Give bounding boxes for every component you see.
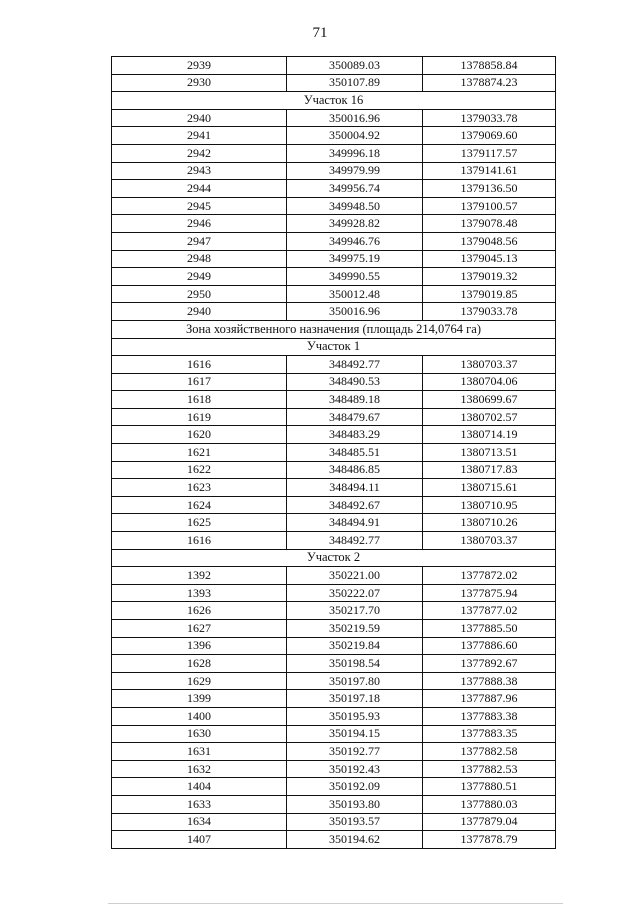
section-label: Участок 2 <box>112 549 556 567</box>
y-coordinate-cell: 1377875.94 <box>423 584 556 602</box>
table-row <box>112 760 556 778</box>
table-row <box>112 743 556 761</box>
point-number-cell: 2940 <box>112 303 287 321</box>
x-coordinate-cell: 348494.91 <box>287 514 423 532</box>
y-coordinate-cell: 1380714.19 <box>423 426 556 444</box>
point-number-cell: 1392 <box>112 567 287 585</box>
table-row <box>112 690 556 708</box>
y-coordinate-cell: 1377886.60 <box>423 637 556 655</box>
y-coordinate-cell: 1377887.96 <box>423 690 556 708</box>
y-coordinate-cell: 1377879.04 <box>423 813 556 831</box>
section-label: Участок 1 <box>112 338 556 356</box>
point-number-cell: 1396 <box>112 637 287 655</box>
point-number-cell: 2945 <box>112 197 287 215</box>
table-row <box>112 162 556 180</box>
point-number-cell: 2940 <box>112 109 287 127</box>
point-number-cell: 1625 <box>112 514 287 532</box>
x-coordinate-cell: 350217.70 <box>287 602 423 620</box>
x-coordinate-cell: 349990.55 <box>287 268 423 286</box>
table-row <box>112 813 556 831</box>
table-row <box>112 426 556 444</box>
y-coordinate-cell: 1379069.60 <box>423 127 556 145</box>
point-number-cell: 2941 <box>112 127 287 145</box>
x-coordinate-cell: 350004.92 <box>287 127 423 145</box>
table-row <box>112 778 556 796</box>
y-coordinate-cell: 1380710.95 <box>423 496 556 514</box>
x-coordinate-cell: 348483.29 <box>287 426 423 444</box>
table-row <box>112 532 556 550</box>
point-number-cell: 1631 <box>112 743 287 761</box>
y-coordinate-cell: 1377883.38 <box>423 707 556 725</box>
table-row <box>112 795 556 813</box>
x-coordinate-cell: 350107.89 <box>287 74 423 92</box>
point-number-cell: 1623 <box>112 479 287 497</box>
section-header-row <box>112 320 556 338</box>
y-coordinate-cell: 1378874.23 <box>423 74 556 92</box>
x-coordinate-cell: 348479.67 <box>287 408 423 426</box>
point-number-cell: 1407 <box>112 831 287 849</box>
y-coordinate-cell: 1379033.78 <box>423 109 556 127</box>
table-row <box>112 655 556 673</box>
x-coordinate-cell: 350197.18 <box>287 690 423 708</box>
y-coordinate-cell: 1379019.85 <box>423 285 556 303</box>
table-row <box>112 725 556 743</box>
table-row <box>112 74 556 92</box>
x-coordinate-cell: 350012.48 <box>287 285 423 303</box>
point-number-cell: 1630 <box>112 725 287 743</box>
y-coordinate-cell: 1379045.13 <box>423 250 556 268</box>
x-coordinate-cell: 350197.80 <box>287 672 423 690</box>
table-row <box>112 672 556 690</box>
y-coordinate-cell: 1380710.26 <box>423 514 556 532</box>
table-row <box>112 285 556 303</box>
table-row <box>112 356 556 374</box>
table-row <box>112 444 556 462</box>
x-coordinate-cell: 350222.07 <box>287 584 423 602</box>
point-number-cell: 1632 <box>112 760 287 778</box>
x-coordinate-cell: 350016.96 <box>287 109 423 127</box>
table-row <box>112 408 556 426</box>
x-coordinate-cell: 350192.43 <box>287 760 423 778</box>
section-header-row <box>112 92 556 110</box>
point-number-cell: 1624 <box>112 496 287 514</box>
y-coordinate-cell: 1379048.56 <box>423 232 556 250</box>
y-coordinate-cell: 1380703.37 <box>423 356 556 374</box>
y-coordinate-cell: 1380704.06 <box>423 373 556 391</box>
table-row <box>112 250 556 268</box>
x-coordinate-cell: 349928.82 <box>287 215 423 233</box>
x-coordinate-cell: 348492.77 <box>287 532 423 550</box>
y-coordinate-cell: 1380715.61 <box>423 479 556 497</box>
point-number-cell: 2942 <box>112 144 287 162</box>
y-coordinate-cell: 1377878.79 <box>423 831 556 849</box>
x-coordinate-cell: 350194.62 <box>287 831 423 849</box>
point-number-cell: 1634 <box>112 813 287 831</box>
y-coordinate-cell: 1377882.58 <box>423 743 556 761</box>
point-number-cell: 1393 <box>112 584 287 602</box>
page-number: 71 <box>312 25 328 41</box>
point-number-cell: 1628 <box>112 655 287 673</box>
section-header-row <box>112 338 556 356</box>
section-label: Зона хозяйственного назначения (площадь 214,0764 га) <box>112 320 556 338</box>
table-row <box>112 637 556 655</box>
y-coordinate-cell: 1380717.83 <box>423 461 556 479</box>
x-coordinate-cell: 350016.96 <box>287 303 423 321</box>
y-coordinate-cell: 1379117.57 <box>423 144 556 162</box>
x-coordinate-cell: 349948.50 <box>287 197 423 215</box>
y-coordinate-cell: 1377877.02 <box>423 602 556 620</box>
y-coordinate-cell: 1379141.61 <box>423 162 556 180</box>
y-coordinate-cell: 1380702.57 <box>423 408 556 426</box>
x-coordinate-cell: 350221.00 <box>287 567 423 585</box>
table-row <box>112 268 556 286</box>
bottom-divider <box>108 903 563 904</box>
x-coordinate-cell: 350192.77 <box>287 743 423 761</box>
y-coordinate-cell: 1377885.50 <box>423 620 556 638</box>
y-coordinate-cell: 1379100.57 <box>423 197 556 215</box>
table-row <box>112 567 556 585</box>
point-number-cell: 1404 <box>112 778 287 796</box>
x-coordinate-cell: 349975.19 <box>287 250 423 268</box>
point-number-cell: 1618 <box>112 391 287 409</box>
table-row <box>112 620 556 638</box>
point-number-cell: 1622 <box>112 461 287 479</box>
table-row <box>112 109 556 127</box>
y-coordinate-cell: 1379019.32 <box>423 268 556 286</box>
y-coordinate-cell: 1379136.50 <box>423 180 556 198</box>
coordinates-table-body <box>112 57 556 849</box>
point-number-cell: 1633 <box>112 795 287 813</box>
table-row <box>112 514 556 532</box>
table-row <box>112 215 556 233</box>
x-coordinate-cell: 349979.99 <box>287 162 423 180</box>
y-coordinate-cell: 1377883.35 <box>423 725 556 743</box>
y-coordinate-cell: 1377888.38 <box>423 672 556 690</box>
x-coordinate-cell: 348485.51 <box>287 444 423 462</box>
point-number-cell: 1626 <box>112 602 287 620</box>
point-number-cell: 2950 <box>112 285 287 303</box>
point-number-cell: 1616 <box>112 356 287 374</box>
x-coordinate-cell: 350194.15 <box>287 725 423 743</box>
point-number-cell: 2946 <box>112 215 287 233</box>
x-coordinate-cell: 350219.84 <box>287 637 423 655</box>
section-header-row <box>112 549 556 567</box>
point-number-cell: 2948 <box>112 250 287 268</box>
x-coordinate-cell: 350193.57 <box>287 813 423 831</box>
table-row <box>112 391 556 409</box>
point-number-cell: 1617 <box>112 373 287 391</box>
y-coordinate-cell: 1377872.02 <box>423 567 556 585</box>
point-number-cell: 2944 <box>112 180 287 198</box>
y-coordinate-cell: 1380703.37 <box>423 532 556 550</box>
y-coordinate-cell: 1377880.03 <box>423 795 556 813</box>
x-coordinate-cell: 350089.03 <box>287 57 423 75</box>
point-number-cell: 1399 <box>112 690 287 708</box>
table-row <box>112 461 556 479</box>
table-row <box>112 144 556 162</box>
x-coordinate-cell: 350192.09 <box>287 778 423 796</box>
x-coordinate-cell: 350219.59 <box>287 620 423 638</box>
y-coordinate-cell: 1377882.53 <box>423 760 556 778</box>
point-number-cell: 2943 <box>112 162 287 180</box>
x-coordinate-cell: 348489.18 <box>287 391 423 409</box>
table-row <box>112 303 556 321</box>
point-number-cell: 2947 <box>112 232 287 250</box>
point-number-cell: 1627 <box>112 620 287 638</box>
table-row <box>112 232 556 250</box>
y-coordinate-cell: 1378858.84 <box>423 57 556 75</box>
point-number-cell: 1400 <box>112 707 287 725</box>
table-row <box>112 479 556 497</box>
y-coordinate-cell: 1377880.51 <box>423 778 556 796</box>
table-row <box>112 707 556 725</box>
y-coordinate-cell: 1379078.48 <box>423 215 556 233</box>
y-coordinate-cell: 1379033.78 <box>423 303 556 321</box>
table-row <box>112 197 556 215</box>
x-coordinate-cell: 348494.11 <box>287 479 423 497</box>
x-coordinate-cell: 348492.67 <box>287 496 423 514</box>
point-number-cell: 2949 <box>112 268 287 286</box>
x-coordinate-cell: 348486.85 <box>287 461 423 479</box>
table-row <box>112 57 556 75</box>
y-coordinate-cell: 1377892.67 <box>423 655 556 673</box>
x-coordinate-cell: 348490.53 <box>287 373 423 391</box>
table-row <box>112 180 556 198</box>
point-number-cell: 1621 <box>112 444 287 462</box>
x-coordinate-cell: 348492.77 <box>287 356 423 374</box>
x-coordinate-cell: 350198.54 <box>287 655 423 673</box>
point-number-cell: 1629 <box>112 672 287 690</box>
table-row <box>112 373 556 391</box>
x-coordinate-cell: 349996.18 <box>287 144 423 162</box>
point-number-cell: 1616 <box>112 532 287 550</box>
table-row <box>112 602 556 620</box>
point-number-cell: 2930 <box>112 74 287 92</box>
point-number-cell: 2939 <box>112 57 287 75</box>
y-coordinate-cell: 1380713.51 <box>423 444 556 462</box>
table-row <box>112 831 556 849</box>
x-coordinate-cell: 350195.93 <box>287 707 423 725</box>
table-row <box>112 496 556 514</box>
point-number-cell: 1619 <box>112 408 287 426</box>
point-number-cell: 1620 <box>112 426 287 444</box>
x-coordinate-cell: 349956.74 <box>287 180 423 198</box>
coordinates-table <box>111 56 556 849</box>
table-row <box>112 127 556 145</box>
x-coordinate-cell: 349946.76 <box>287 232 423 250</box>
y-coordinate-cell: 1380699.67 <box>423 391 556 409</box>
x-coordinate-cell: 350193.80 <box>287 795 423 813</box>
table-row <box>112 584 556 602</box>
section-label: Участок 16 <box>112 92 556 110</box>
